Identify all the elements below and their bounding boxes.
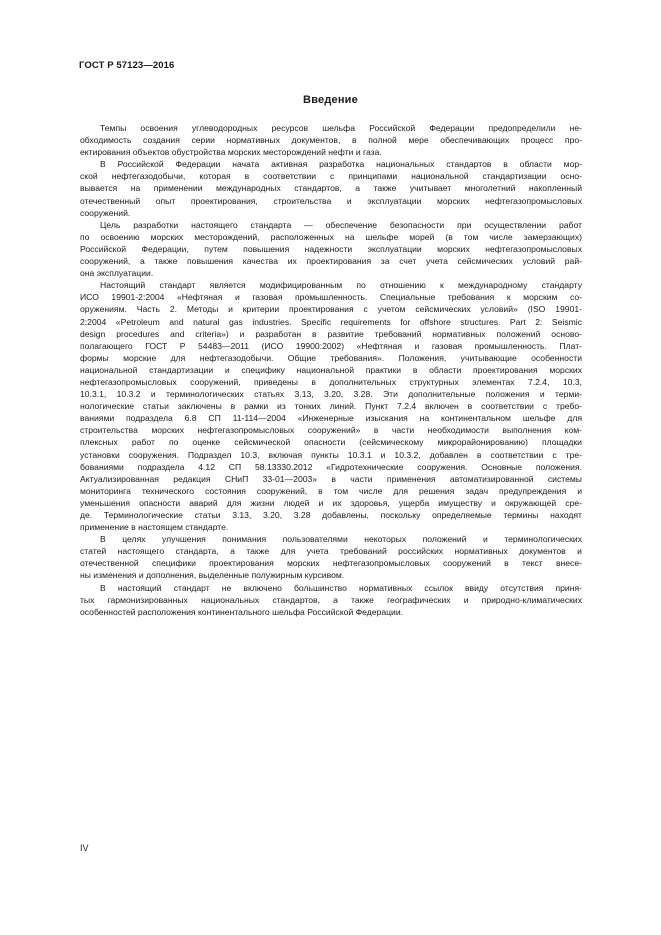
text-line: статей настоящего стандарта, а также для учета требований российских нормативных документов и	[80, 546, 582, 557]
text-line: ИСО 19901-2:2004 «Нефтяная и газовая промышленность. Специальные требования к морским со-	[80, 292, 582, 303]
text-line: сооружений.	[80, 207, 131, 218]
text-line: Российской Федерации, путем повышения надежности эксплуатации морских нефтегазопромысловых	[80, 243, 582, 254]
text-line: нефтегазопромысловых сооружений, приведены в дополнительных структурных элементах 7.2.4, 10.3,	[80, 376, 582, 387]
text-line: оружениям. Часть 2. Методы и критерии проектирования с учетом сейсмических условий» (ISO 19901-	[80, 304, 582, 315]
text-line: де. Терминологические статьи 3.13, 3.20, 3.28 добавлены, поскольку определяемые термины находят	[80, 510, 582, 520]
paragraph-6	[80, 582, 582, 618]
text-line: плексных работ по оценке сейсмической опасности (сейсмическому микрорайонированию) площадки	[80, 437, 582, 448]
section-title: Введение	[303, 94, 358, 106]
text-line: сооружений, а также повышения качества их проектирования за счет учета сейсмических условий рай-	[80, 256, 582, 267]
text-line: полагающего ГОСТ Р 54483—2011 (ИСО 19900:2002) «Нефтяная и газовая промышленность. Плат-	[80, 340, 582, 351]
text-line: В настоящий стандарт не включено большинство нормативных ссылок ввиду отсутствия приня-	[100, 582, 582, 593]
text-line: установки сооружения. Подраздел 10.3, включая пункты 10.3.1 и 10.3.2, добавлен в соответствии с тре-	[80, 449, 582, 460]
text-line: В Российской Федерации начата активная разработка национальных стандартов в области мор-	[100, 159, 582, 170]
body-text	[80, 122, 582, 618]
text-line: ектирования объектов обустройства морских месторождений нефти и газа.	[80, 147, 382, 158]
text-line: она эксплуатации.	[80, 268, 154, 279]
text-line: по освоению морских месторождений, расположенных на шельфе морей (в том числе замерзающих)	[80, 231, 582, 242]
paragraph-4	[80, 279, 582, 533]
text-line: формы морские для нефтегазодобычи. Общие требования». Положения, учитывающие особенности	[80, 352, 582, 363]
text-line: отечественный опыт проектирования, строительства и эксплуатации морских нефтегазопромысловых	[80, 195, 582, 206]
text-line: design procedures and criteria») и разработан в развитие требований нормативных положений осново-	[80, 328, 582, 339]
text-line: Настоящий стандарт является модифицированным по отношению к международному стандарту	[100, 280, 582, 291]
text-line: национальной стандартизации и специфику национальной практики в области проектирования морских	[80, 364, 582, 375]
text-line: особенностей расположения континентального шельфа Российской Федерации.	[80, 606, 404, 617]
text-line: 2:2004 «Petroleum and natural gas industries. Specific requirements for offshore structures. Part 2: Seismic	[80, 316, 582, 327]
text-line: применение в настоящем стандарте.	[80, 522, 229, 533]
text-line: В целях улучшения понимания пользователями некоторых положений и терминологических	[100, 534, 582, 545]
paragraph-2	[80, 158, 582, 218]
text-line: обходимость создания серии нормативных документов, в полной мере обеспечивающих процесс про-	[80, 135, 582, 146]
paragraph-3	[80, 219, 582, 279]
paragraph-1	[80, 122, 582, 158]
standard-code-header: ГОСТ Р 57123—2016	[79, 60, 175, 71]
text-line: вывается на применении международных стандартов, а также учитывает многолетний накопленный	[80, 183, 582, 194]
text-line: уменьшения опасности аварий для жизни людей и их здоровья, ущерба имуществу и окружающей сре-	[80, 497, 582, 508]
paragraph-5	[80, 533, 582, 581]
text-line: Цель разработки настоящего стандарта — обеспечение безопасности при осуществлении работ	[100, 219, 582, 230]
text-line: ны изменения и дополнения, выделенные полужирным курсивом.	[80, 570, 345, 581]
text-line: мониторинга технического состояния сооружений, в том числе для решения задач предупреждения и	[80, 485, 582, 496]
page-number: IV	[80, 843, 89, 853]
text-line: бованиями подраздела 4.12 СП 58.13330.2012 «Гидротехнические сооружения. Основные положения.	[80, 461, 582, 472]
text-line: ваниями подраздела 6.8 СП 11-114—2004 «Инженерные изыскания на континентальном шельфе для	[80, 413, 582, 424]
text-line: тых гармонизированных национальных стандартов, а также географических и природно-климатических	[80, 594, 582, 605]
text-line: ской нефтегазодобычи, которая в соответствии с принципами национальной стандартизации осно-	[80, 171, 582, 182]
text-line: 10.3.1, 10.3.2 и терминологических статьях 3.13, 3.20, 3.28. Эти дополнительные положения и терми-	[80, 389, 582, 400]
text-line: Темпы освоения углеводородных ресурсов шельфа Российской Федерации предопределили не-	[100, 123, 582, 133]
text-line: отечественной специфики проектирования морских нефтегазопромысловых сооружений в текст внесе-	[80, 558, 582, 569]
text-line: строительства морских нефтегазопромысловых сооружений» в части необходимости выполнения ком-	[80, 425, 582, 436]
text-line: нологические статьи заключены в рамки из тонких линий. Пункт 7.2.4 включен в соответствии с требо-	[80, 401, 582, 412]
text-line: Актуализированная редакция СНиП 33-01—2003» в части применения автоматизированной системы	[80, 473, 582, 484]
